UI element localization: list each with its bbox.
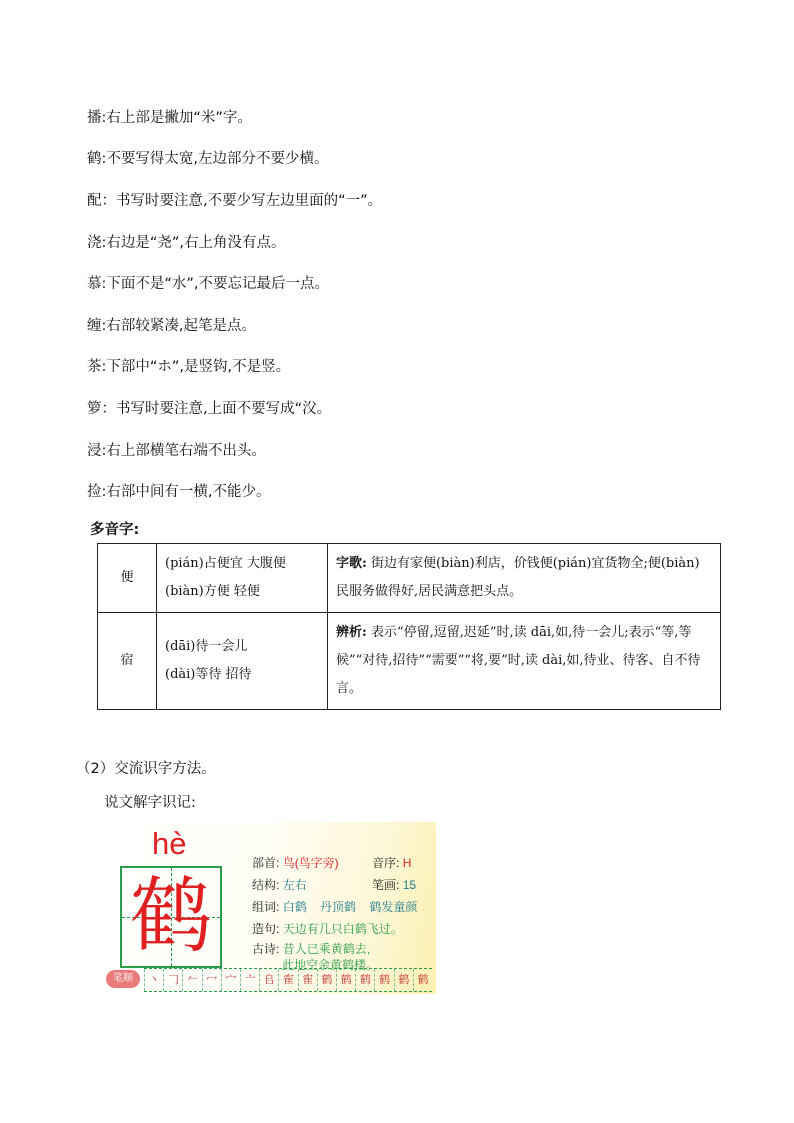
stroke-order-button[interactable]: 笔顺 bbox=[106, 970, 140, 988]
info-jiegou bbox=[252, 876, 307, 893]
info-key: 组词: bbox=[252, 900, 280, 914]
info-value: 鸟(鸟字旁) bbox=[282, 856, 339, 870]
note-luo: 箩：书写时要注意,上面不要写成“㳇。 bbox=[87, 401, 332, 417]
note-jiao: 浇:右边是“尧”,右上角没有点。 bbox=[87, 235, 286, 251]
stroke-step: 鹤 bbox=[413, 969, 432, 991]
stroke-step: 鹤 bbox=[394, 969, 413, 991]
character-card bbox=[104, 822, 436, 994]
shuowen-label: 说文解字识记: bbox=[104, 795, 196, 811]
stroke-step: 鹤 bbox=[374, 969, 393, 991]
polyphone-heading: 多音字: bbox=[90, 522, 140, 538]
reading: (dài)等待 招待 bbox=[165, 667, 252, 682]
poly-char: 便 bbox=[98, 544, 157, 613]
table-row bbox=[98, 544, 721, 613]
info-key: 古诗: bbox=[252, 942, 280, 956]
info-value: 此地空余黄鹤楼。 bbox=[282, 958, 379, 972]
info-key: 结构: bbox=[252, 878, 280, 892]
poly-readings bbox=[157, 544, 328, 613]
info-gushi bbox=[252, 940, 370, 957]
poly-label: 字歌: bbox=[336, 556, 367, 571]
note-bo: 播:右上部是撇加“米”字。 bbox=[87, 110, 252, 126]
poly-label: 辨析: bbox=[336, 625, 367, 640]
reading: (biàn)方便 轻便 bbox=[165, 584, 260, 599]
info-value: 白鹤 丹顶鹤 鹤发童颜 bbox=[282, 900, 418, 914]
poly-text: 街边有家便(biàn)利店，价钱便(pián)宜货物全;便(biàn)民服务做得好,居民满意把头点。 bbox=[336, 556, 700, 599]
info-zaoju bbox=[252, 920, 403, 937]
stroke-step: 鹤 bbox=[336, 969, 355, 991]
info-key: 部首: bbox=[252, 856, 280, 870]
stroke-order-strip bbox=[144, 968, 432, 992]
poly-char: 宿 bbox=[98, 613, 157, 710]
stroke-step: 𠂤 bbox=[259, 969, 278, 991]
note-cha: 茶:下部中“ホ”,是竖钩,不是竖。 bbox=[87, 359, 291, 375]
note-pei: 配：书写时要注意,不要少写左边里面的“一”。 bbox=[87, 193, 383, 209]
info-key: 笔画: bbox=[372, 878, 400, 892]
info-value: 15 bbox=[402, 878, 417, 892]
stroke-step: 鹤 bbox=[317, 969, 336, 991]
reading: (pián)占便宜 大腹便 bbox=[165, 556, 286, 571]
stroke-step: 宀 bbox=[221, 969, 240, 991]
info-yinxu bbox=[372, 854, 411, 871]
info-value: 昔人已乘黄鹤去, bbox=[282, 942, 371, 956]
poly-explanation bbox=[328, 613, 721, 710]
info-value: H bbox=[402, 856, 412, 870]
stroke-step: 隺 bbox=[298, 969, 317, 991]
card-character: 鹤 bbox=[129, 869, 212, 964]
note-jin: 浸:右上部横笔右端不出头。 bbox=[87, 443, 266, 459]
poly-readings bbox=[157, 613, 328, 710]
note-he: 鹤:不要写得太宽,左边部分不要少横。 bbox=[87, 151, 329, 167]
stroke-step: 𠃌 bbox=[163, 969, 182, 991]
info-bihua bbox=[372, 876, 416, 893]
poly-text: 表示“停留,逗留,迟延”时,读 dāi,如,待一会儿;表示“等,等候”“对待,招待”“需要”“将,要”时,读 dài,如,待业、待客、自不待言。 bbox=[336, 625, 701, 696]
stroke-step: 鹤 bbox=[355, 969, 374, 991]
info-value: 左右 bbox=[282, 878, 307, 892]
info-key: 音序: bbox=[372, 856, 400, 870]
stroke-step: 亠 bbox=[240, 969, 259, 991]
stroke-step: 冖 bbox=[202, 969, 221, 991]
info-bushou bbox=[252, 854, 339, 871]
reading: (dāi)待一会儿 bbox=[165, 639, 248, 654]
poly-explanation bbox=[328, 544, 721, 613]
info-value: 天边有几只白鹤飞过。 bbox=[282, 922, 403, 936]
note-chan: 缠:右部较紧凑,起笔是点。 bbox=[87, 318, 256, 334]
card-pinyin: hè bbox=[152, 826, 187, 861]
note-jian: 捡:右部中间有一横,不能少。 bbox=[87, 484, 271, 500]
polyphone-table bbox=[97, 543, 721, 710]
table-row bbox=[98, 613, 721, 710]
stroke-step: 隺 bbox=[278, 969, 297, 991]
tian-grid bbox=[120, 866, 222, 968]
section-title: （2）交流识字方法。 bbox=[76, 761, 216, 777]
note-mu: 慕:下面不是“水”,不要忘记最后一点。 bbox=[87, 276, 330, 292]
info-zuci bbox=[252, 898, 417, 915]
info-key: 造句: bbox=[252, 922, 280, 936]
stroke-step: 丶 bbox=[144, 969, 163, 991]
stroke-step: 𠂉 bbox=[182, 969, 201, 991]
